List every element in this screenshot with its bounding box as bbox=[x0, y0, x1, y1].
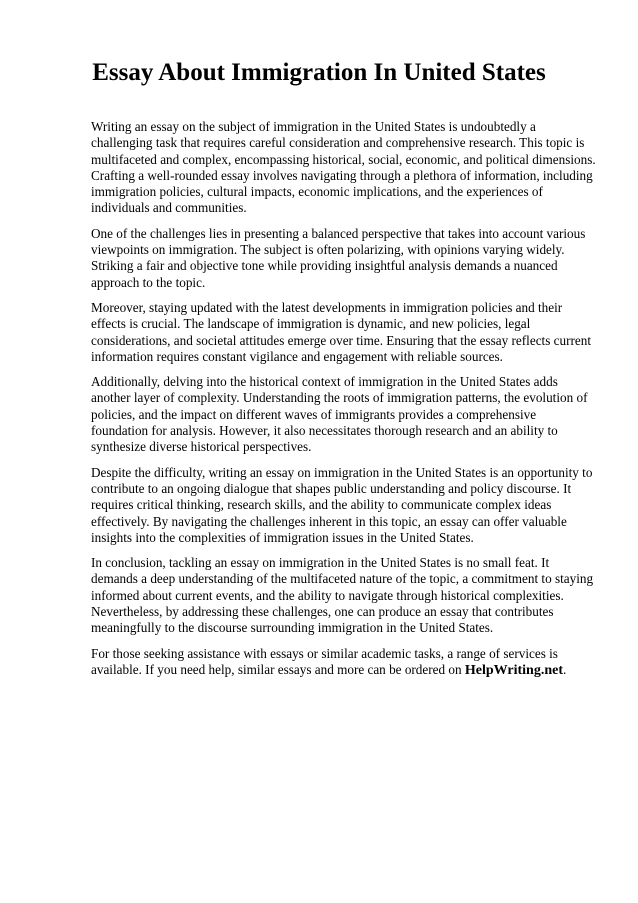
paragraph-3: Moreover, staying updated with the latest developments in immigration policies and their effects is crucial. The landscape of immigration is dynamic, and new policies, legal considerations, and societal attitudes emerge over time. Ensuring that the essay reflects current information requires constant vigilance and engagement with reliable sources. bbox=[91, 299, 591, 364]
paragraph-2: One of the challenges lies in presenting a balanced perspective that takes into account various viewpoints on immigration. The subject is often polarizing, with opinions varying widely. Striking a fair and objective tone while providing insightful analysis demands a nuanced approach to the topic. bbox=[91, 225, 586, 290]
closing-text: For those seeking assistance with essays or similar academic tasks, a range of services is available. If you need help, similar essays and more can be ordered on bbox=[91, 645, 558, 677]
helpwriting-link[interactable]: HelpWriting.net bbox=[464, 662, 564, 678]
paragraph-4: Additionally, delving into the historical context of immigration in the United States adds another layer of complexity. Understanding the roots of immigration patterns, the evolution of policies, and the impact on different waves of immigrants provides a comprehensive foundation for analysis. However, it also necessitates thorough research and an ability to synthesize diverse historical perspectives. bbox=[91, 374, 588, 455]
closing-period: . bbox=[563, 661, 567, 677]
paragraph-5: Despite the difficulty, writing an essay on immigration in the United States is an opportunity to contribute to an ongoing dialogue that shapes public understanding and policy discourse. It requires critical thinking, research skills, and the ability to communicate complex ideas effectively. By navigating the challenges inherent in this topic, an essay can offer valuable insights into the complexities of immigration issues in the United States. bbox=[91, 464, 593, 545]
document-title: Essay About Immigration In United States bbox=[92, 59, 546, 86]
paragraph-1: Writing an essay on the subject of immigration in the United States is undoubtedly a challenging task that requires careful consideration and comprehensive research. This topic is multifaceted and complex, encompassing historical, social, economic, and political dimensions. Crafting a well-rounded essay involves navigating through a plethora of information, including immigration policies, cultural impacts, economic implications, and the experiences of individuals and communities. bbox=[91, 119, 596, 216]
closing-paragraph bbox=[91, 646, 596, 680]
paragraph-6: In conclusion, tackling an essay on immigration in the United States is no small feat. It demands a deep understanding of the multifaceted nature of the topic, a commitment to staying informed about current events, and the ability to navigate through historical complexities. Nevertheless, by addressing these challenges, one can produce an essay that contributes meaningfully to the discourse surrounding immigration in the United States. bbox=[91, 555, 594, 636]
document-body bbox=[91, 119, 596, 688]
